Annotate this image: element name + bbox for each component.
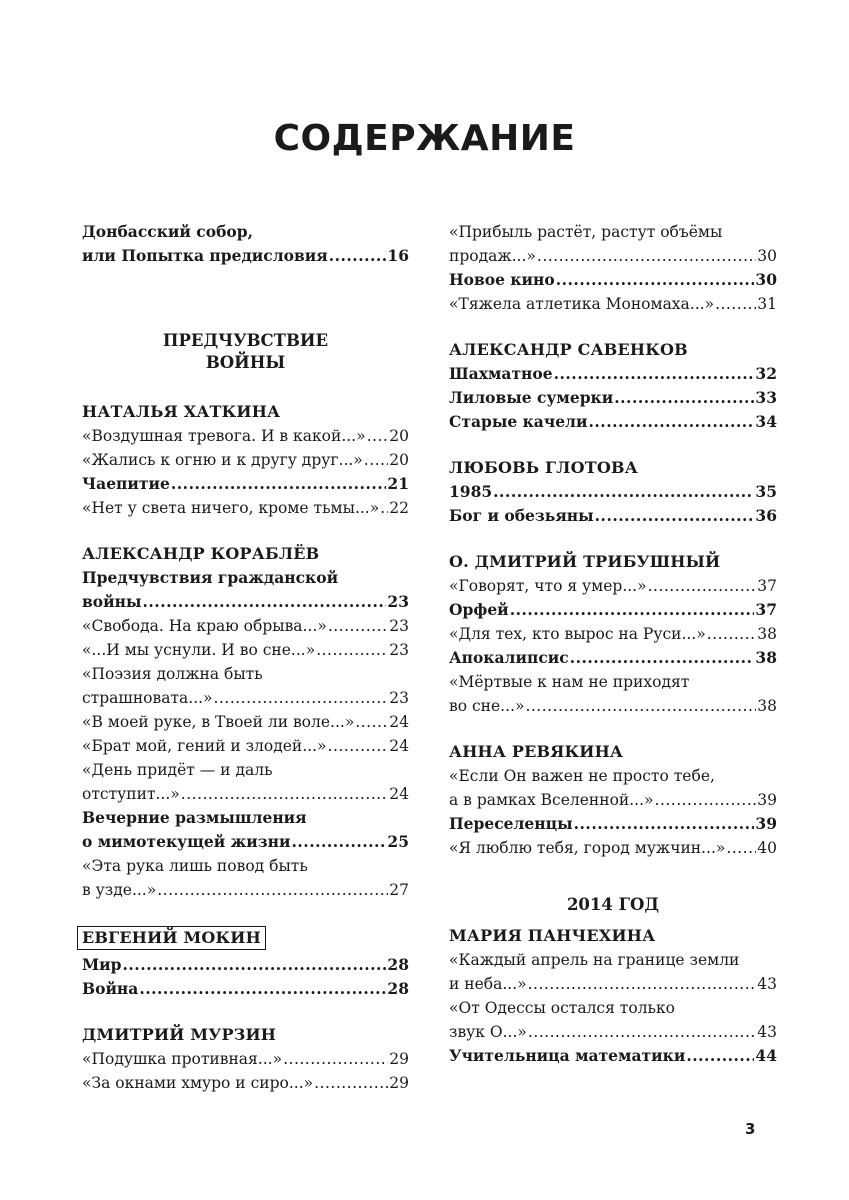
toc-entry[interactable]: «День придёт — и даль отступит...» ..... 24 — [82, 758, 409, 806]
toc-entry[interactable]: Шахматное ..... 32 — [449, 362, 777, 386]
toc-entry[interactable]: Переселенцы ..... 39 — [449, 812, 777, 836]
author-tribushny: О. ДМИТРИЙ ТРИБУШНЫЙ — [449, 552, 721, 571]
page-title: СОДЕРЖАНИЕ — [273, 118, 576, 159]
toc-entry[interactable]: «Мёртвые к нам не приходят во сне...» ..... 38 — [449, 670, 777, 718]
author-panchekhina: МАРИЯ ПАНЧЕХИНА — [449, 926, 656, 945]
author-revyakina: АННА РЕВЯКИНА — [449, 742, 624, 761]
toc-entry[interactable]: «Каждый апрель на границе земли и неба...» ..... 43 — [449, 948, 777, 996]
toc-entry[interactable]: «В моей руке, в Твоей ли воле...» ..... 24 — [82, 710, 409, 734]
toc-entry[interactable]: «Я люблю тебя, город мужчин...» ..... 40 — [449, 836, 777, 860]
toc-entry[interactable]: «...И мы уснули. И во сне...» ..... 23 — [82, 638, 409, 662]
toc-entry[interactable]: «Эта рука лишь повод быть в узде...» ..... 27 — [82, 854, 409, 902]
toc-entry[interactable]: «Жались к огню и к другу друг...» ..... 20 — [82, 448, 409, 472]
toc-entry[interactable]: Бог и обезьяны ..... 36 — [449, 504, 777, 528]
toc-entry-intro[interactable]: Донбасский собор, или Попытка предисловия ..... 16 — [82, 220, 409, 268]
toc-entry[interactable]: «Говорят, что я умер...» ..... 37 — [449, 574, 777, 598]
toc-entry[interactable]: «Свобода. На краю обрыва...» ..... 23 — [82, 614, 409, 638]
author-savenkov: АЛЕКСАНДР САВЕНКОВ — [449, 340, 688, 359]
toc-entry[interactable]: «Брат мой, гений и злодей...» ..... 24 — [82, 734, 409, 758]
section-heading-war-premonition: ПРЕДЧУВСТВИЕ ВОЙНЫ — [162, 331, 329, 372]
toc-entry[interactable]: Война ..... 28 — [82, 977, 409, 1001]
toc-entry[interactable]: Апокалипсис ..... 38 — [449, 646, 777, 670]
toc-entry[interactable]: Старые качели ..... 34 — [449, 410, 777, 434]
toc-entry[interactable]: «Воздушная тревога. И в какой...» ..... 20 — [82, 424, 409, 448]
toc-entry[interactable]: Мир ..... 28 — [82, 953, 409, 977]
author-mokin-highlighted[interactable]: ЕВГЕНИЙ МОКИН — [77, 926, 266, 950]
toc-entry[interactable]: «Подушка противная...» ..... 29 — [82, 1047, 409, 1071]
toc-entry[interactable]: Новое кино ..... 30 — [449, 268, 777, 292]
author-murzin: ДМИТРИЙ МУРЗИН — [82, 1025, 277, 1044]
toc-entry[interactable]: Лиловые сумерки ..... 33 — [449, 386, 777, 410]
toc-entry[interactable]: Вечерние размышления о мимотекущей жизни ..... 25 — [82, 806, 409, 854]
toc-entry[interactable]: Орфей ..... 37 — [449, 598, 777, 622]
toc-entry[interactable]: «Прибыль растёт, растут объёмы продаж...» ..... 30 — [449, 220, 777, 268]
author-khatkina: НАТАЛЬЯ ХАТКИНА — [82, 402, 281, 421]
toc-entry[interactable]: «Поэзия должна быть страшновата...» ..... 23 — [82, 662, 409, 710]
toc-entry[interactable]: «Для тех, кто вырос на Руси...» ..... 38 — [449, 622, 777, 646]
page-number: 3 — [745, 1120, 756, 1138]
toc-entry[interactable]: Чаепитие ..... 21 — [82, 472, 409, 496]
toc-entry[interactable]: 1985 ..... 35 — [449, 480, 777, 504]
page-ref: 16 — [387, 246, 409, 265]
toc-entry[interactable]: «Нет у света ничего, кроме тьмы...» ..... 22 — [82, 496, 409, 520]
section-heading-2014: 2014 ГОД — [566, 895, 660, 914]
toc-entry[interactable]: «Если Он важен не просто тебе, а в рамках Вселенной...» ..... 39 — [449, 764, 777, 812]
toc-entry[interactable]: Учительница математики ..... 44 — [449, 1044, 777, 1068]
author-korablev: АЛЕКСАНДР КОРАБЛЁВ — [82, 544, 320, 563]
toc-entry[interactable]: «За окнами хмуро и сиро...» ..... 29 — [82, 1071, 409, 1095]
toc-right-column — [449, 220, 777, 1068]
toc-entry[interactable]: «От Одессы остался только звук О...» ..... 43 — [449, 996, 777, 1044]
toc-left-column — [82, 220, 409, 1095]
toc-entry[interactable]: Предчувствия гражданской войны ..... 23 — [82, 566, 409, 614]
toc-entry[interactable]: «Тяжела атлетика Мономаха...» ..... 31 — [449, 292, 777, 316]
author-glotova: ЛЮБОВЬ ГЛОТОВА — [449, 458, 638, 477]
